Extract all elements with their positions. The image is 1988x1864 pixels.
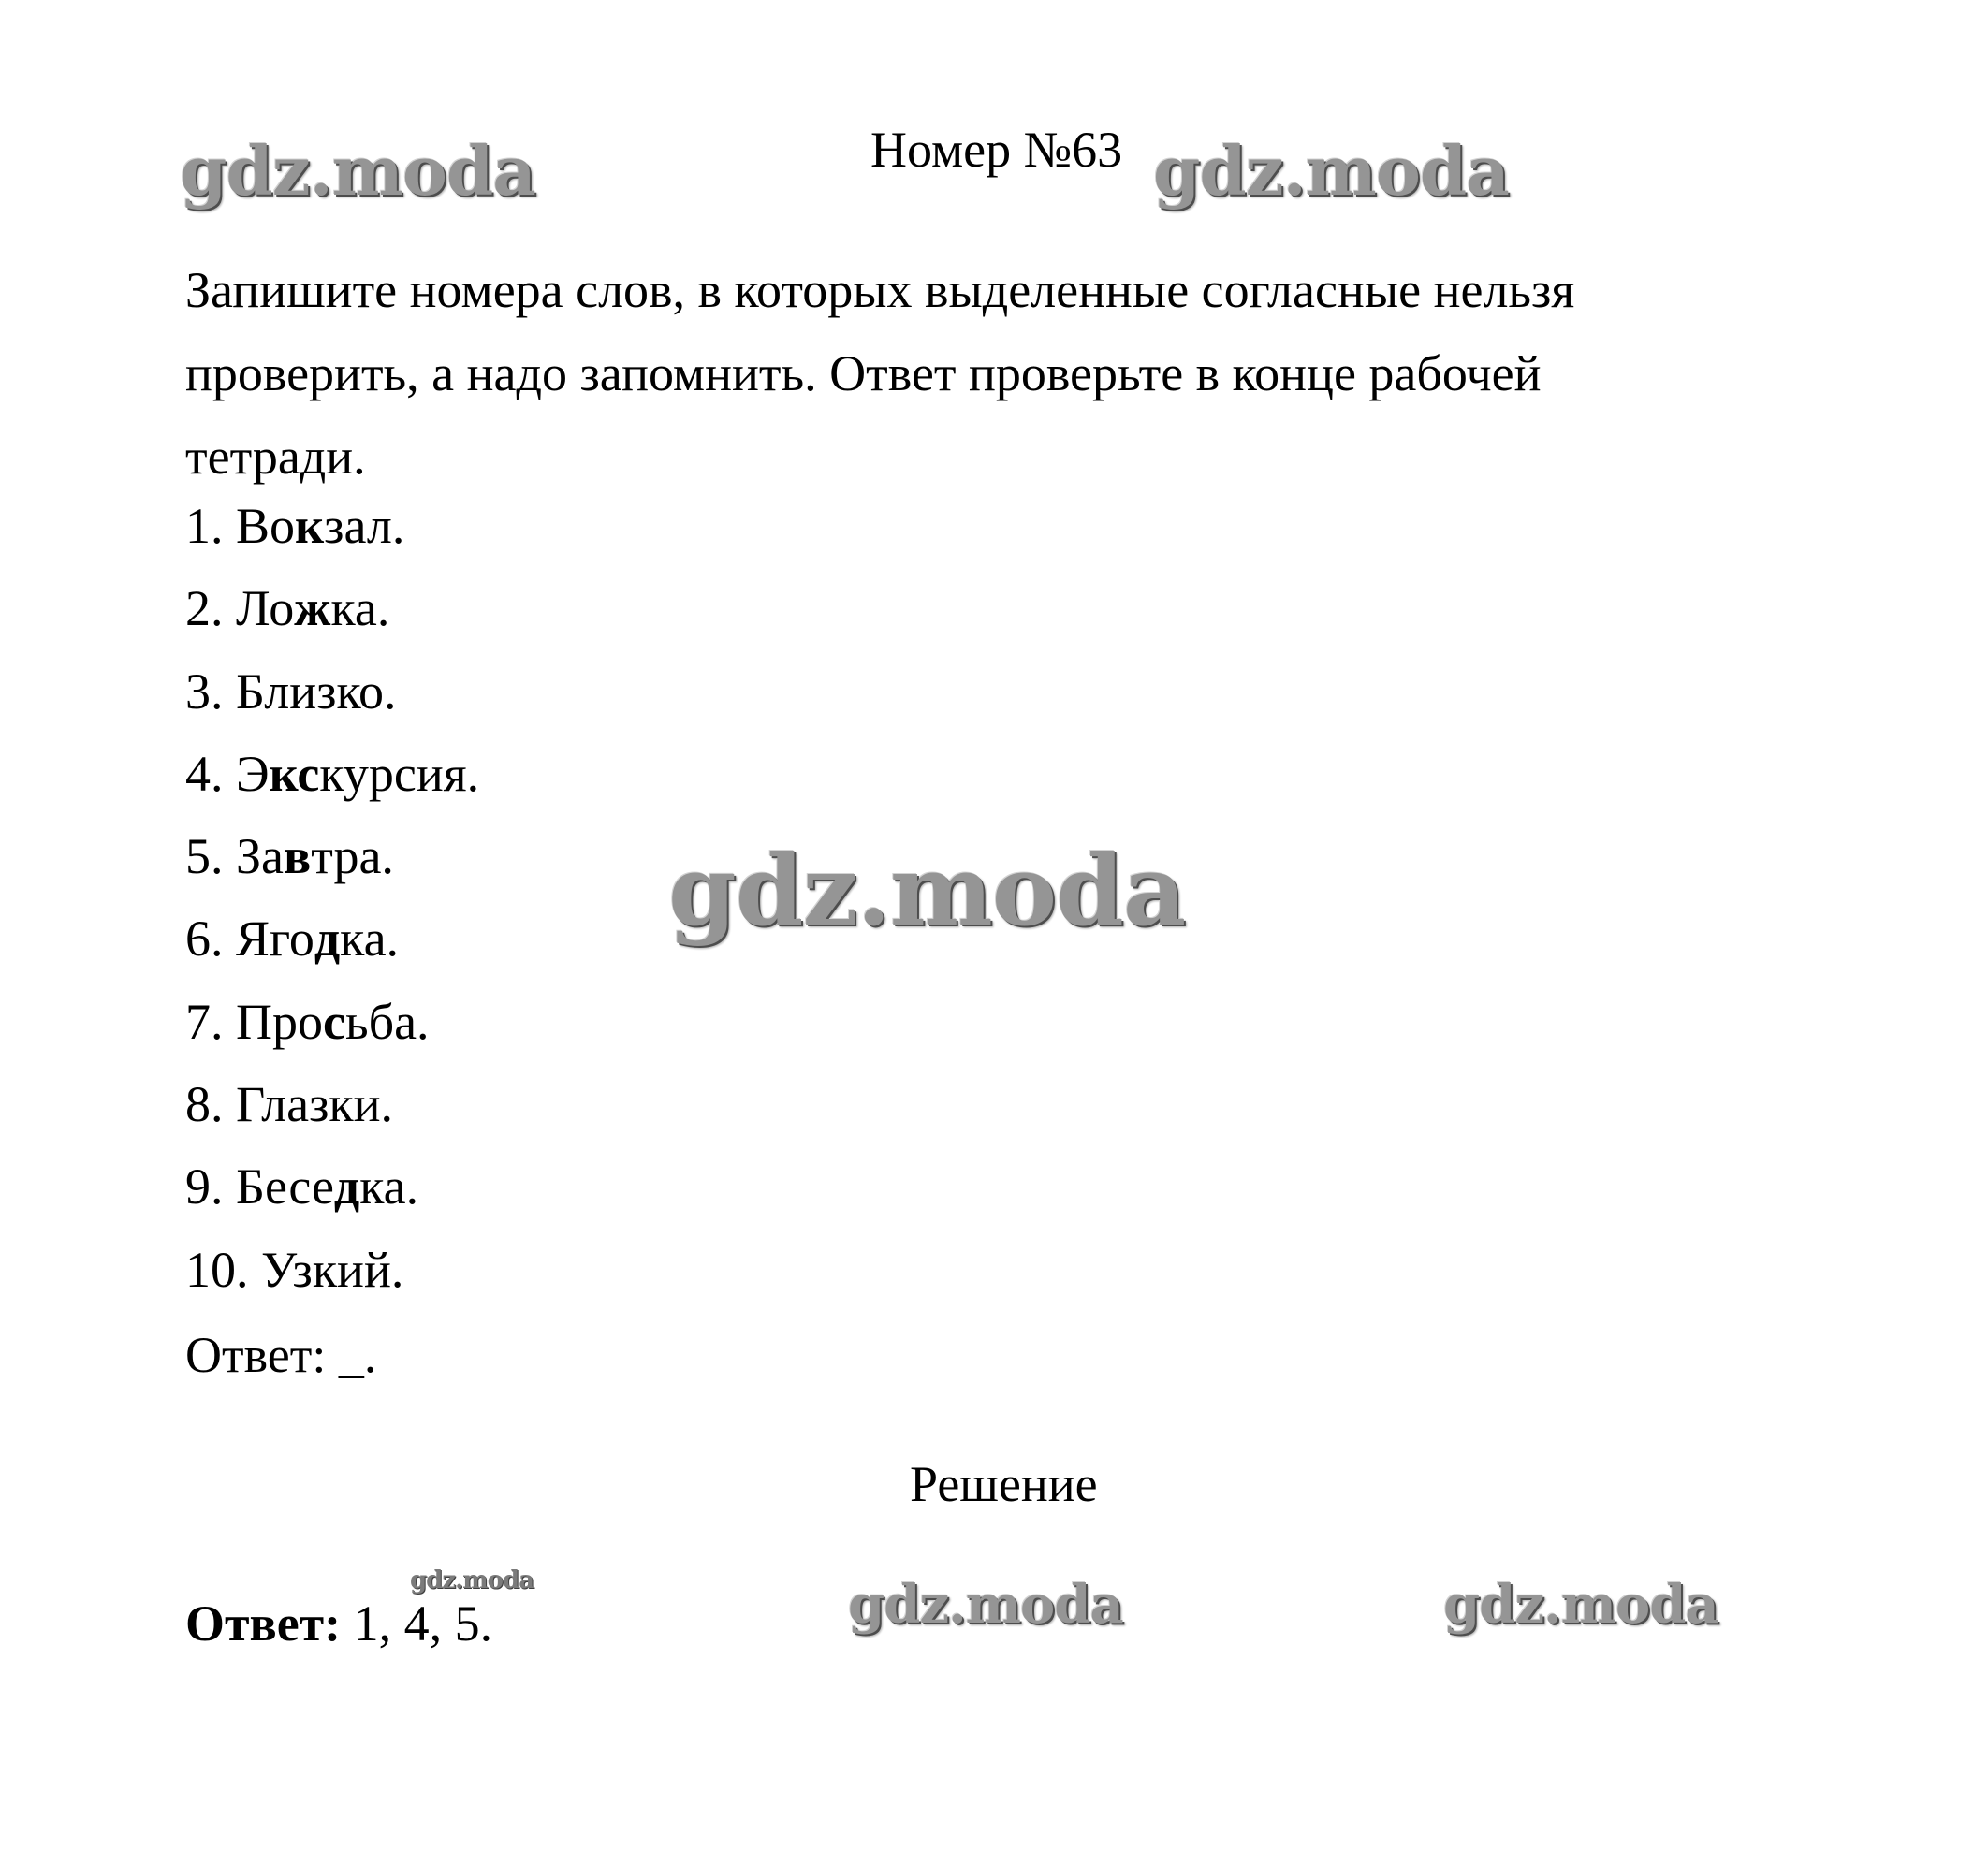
answer-label: Ответ:: [185, 1595, 342, 1652]
item-number: 5.: [185, 828, 224, 885]
list-item: 7. Просьба.: [185, 993, 430, 1050]
highlighted-consonant: д: [314, 910, 341, 968]
item-number: 1.: [185, 498, 224, 554]
highlighted-consonant: с: [323, 993, 345, 1050]
item-number: 4.: [185, 745, 224, 802]
list-item: 4. Экскурсия.: [185, 745, 480, 802]
highlighted-consonant: в: [284, 828, 312, 885]
watermark-logo: gdz.moda: [668, 833, 1186, 948]
item-number: 10.: [185, 1241, 249, 1298]
answer-blank: Ответ: _.: [185, 1327, 377, 1383]
highlighted-consonant: кс: [269, 745, 320, 802]
page-title: Номер №63: [870, 122, 1123, 178]
task-line: проверить, а надо запомнить. Ответ проверьте в конце рабочей: [185, 345, 1542, 401]
item-number: 7.: [185, 993, 224, 1050]
watermark-logo: gdz.moda: [848, 1574, 1123, 1636]
item-number: 3.: [185, 663, 224, 720]
highlighted-consonant: ж: [294, 580, 331, 637]
word-list: [185, 485, 479, 1311]
list-item: 2. Ложка.: [185, 580, 390, 637]
answer-value: 1, 4, 5.: [341, 1595, 493, 1652]
list-item: 10. Узкий.: [185, 1241, 404, 1298]
item-number: 6.: [185, 910, 224, 968]
solution-heading: Решение: [910, 1456, 1098, 1512]
item-number: 9.: [185, 1158, 224, 1216]
watermark-logo: gdz.moda: [410, 1566, 534, 1595]
watermark-logo: gdz.moda: [1153, 131, 1509, 211]
list-item: 6. Ягодка.: [185, 910, 400, 968]
watermark-logo: gdz.moda: [180, 131, 535, 211]
watermark-logo: gdz.moda: [1443, 1574, 1718, 1636]
list-item: 8. Глазки.: [185, 1076, 394, 1133]
highlighted-consonant: к: [295, 498, 325, 554]
item-number: 2.: [185, 580, 224, 637]
final-answer: [185, 1595, 492, 1652]
item-number: 8.: [185, 1076, 224, 1133]
list-item: 3. Близко.: [185, 663, 397, 720]
task-instructions: [185, 249, 1776, 499]
list-item: 1. Вокзал.: [185, 498, 405, 554]
list-item: 9. Беседка.: [185, 1158, 419, 1216]
task-line: Запишите номера слов, в которых выделенные согласные нельзя: [185, 262, 1575, 318]
task-line: тетради.: [185, 429, 366, 485]
list-item: 5. Завтра.: [185, 828, 394, 885]
highlighted-consonant: д: [333, 1158, 360, 1216]
